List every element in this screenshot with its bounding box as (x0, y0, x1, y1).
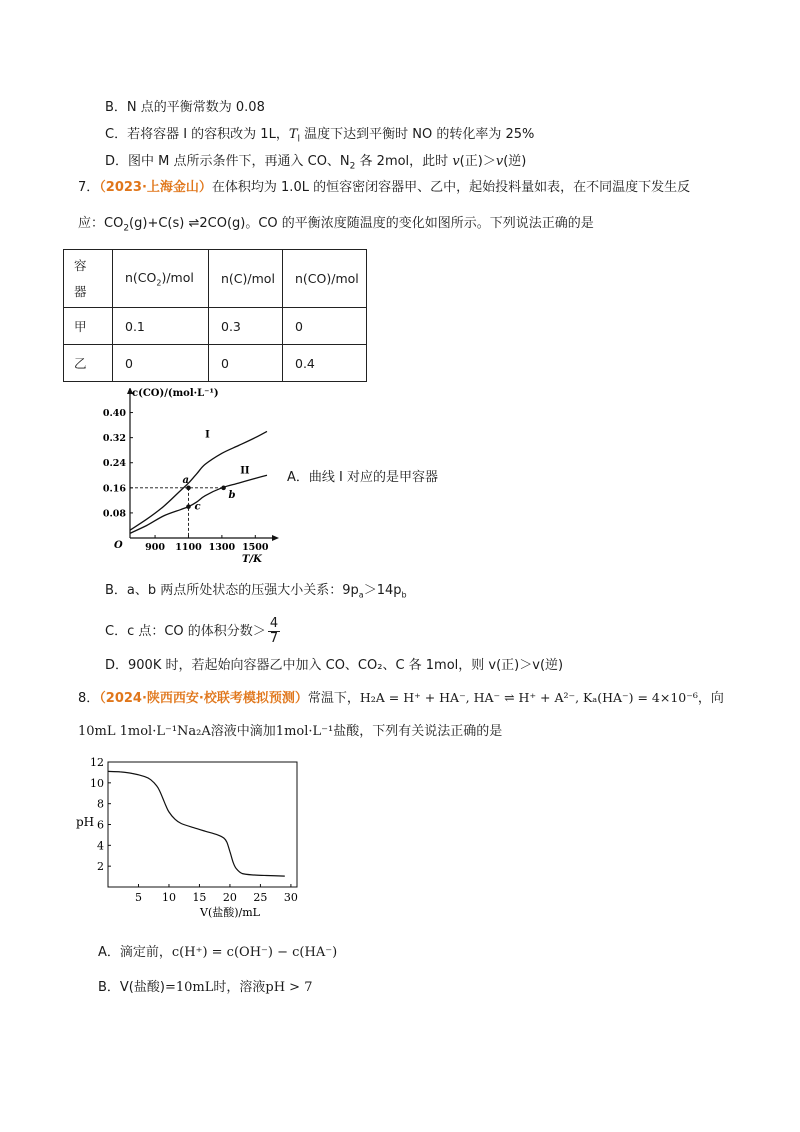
x-tick-label: 1100 (175, 542, 202, 553)
x-axis-arrow (272, 535, 279, 541)
point-label-a: a (182, 474, 189, 486)
y-tick-label: 0.32 (102, 433, 126, 445)
y-tick-label: 0.40 (102, 408, 126, 420)
plot-frame (108, 762, 297, 887)
table-cell: 0.1 (113, 308, 209, 345)
co-concentration-chart (92, 388, 282, 568)
q7-source: （2023·上海金山） (99, 180, 212, 195)
q8-option-b: B．V(盐酸)=10mL时，溶液pH > 7 (98, 980, 313, 995)
table-cell: 0 (113, 345, 209, 382)
x-tick-label: 25 (253, 891, 268, 904)
curve-label-II: II (240, 465, 250, 477)
point-b (221, 486, 226, 491)
x-tick-label: 20 (222, 891, 237, 904)
y-axis-label: pH (76, 815, 95, 829)
q7-table (63, 249, 367, 382)
y-tick-label: 10 (90, 776, 104, 790)
point-c (186, 504, 191, 509)
x-tick-label: 900 (145, 542, 165, 553)
x-tick-label: 1500 (242, 542, 269, 553)
ph-titration-chart (72, 752, 312, 924)
x-tick-label: 10 (161, 891, 176, 904)
q6-option-b: B．N 点的平衡常数为 0.08 (105, 100, 265, 115)
table-header-container: 容 器 (64, 250, 113, 308)
y-axis-label: c(CO)/(mol·L⁻¹) (132, 388, 219, 399)
y-tick-label: 12 (90, 756, 104, 769)
origin-label: O (114, 540, 123, 551)
table-header-nco: n(CO)/mol (283, 250, 367, 308)
q7-stem-line2: 应：$CO_2(g)+C(s)$ ⇌2CO(g)。CO 的平衡浓度随温度的变化如图所示。下列说法正确的是 (78, 216, 594, 234)
x-tick-label: 1300 (208, 542, 236, 553)
table-cell: 0.4 (283, 345, 367, 382)
q8-stem-line1: 8．（2024·陕西西安·校联考模拟预测）常温下，H₂A = H⁺ + HA⁻, HA⁻ ⇌ H⁺ + A²⁻, Kₐ(HA⁻) = 4×10⁻⁶，向 (78, 690, 724, 706)
x-axis-label: V(盐酸)/mL (200, 906, 260, 919)
q7-option-a: A．曲线 I 对应的是甲容器 (287, 470, 438, 485)
q6-option-d: D．图中 M 点所示条件下，再通入 CO、$N_2$ 各 2mol，此时 v(正)＞v(逆) (105, 154, 527, 172)
y-tick-label: 0.08 (102, 508, 126, 520)
point-label-b: b (228, 489, 236, 501)
y-tick-label: 8 (97, 797, 104, 811)
y-tick-label: 6 (97, 818, 104, 832)
x-axis-label: T/K (242, 554, 262, 565)
table-cell: 0 (283, 308, 367, 345)
fraction-4-7: $\frac{4}{7}$ (269, 616, 279, 646)
q6-option-c: C．若将容器 I 的容积改为 1L，$T_l$ 温度下达到平衡时 NO 的转化率为 25% (105, 127, 535, 145)
q8-option-a: A．滴定前，c(H⁺) = c(OH⁻) − c(HA⁻) (98, 945, 338, 960)
table-header-nco2: $n(CO_2)$/mol (113, 250, 209, 308)
table-cell: 0.3 (209, 308, 283, 345)
table-cell: 乙 (64, 345, 113, 382)
y-tick-label: 4 (97, 839, 104, 853)
q8-source: （2024·陕西西安·校联考模拟预测） (99, 691, 308, 706)
point-label-c: c (194, 501, 201, 513)
table-row (64, 308, 367, 345)
q8-stem-line2: 10mL 1mol·L⁻¹Na₂A溶液中滴加1mol·L⁻¹盐酸，下列有关说法正确的是 (78, 724, 503, 739)
curve-label-I: I (205, 429, 210, 441)
x-tick-label: 30 (283, 891, 298, 904)
y-tick-label: 2 (97, 860, 104, 874)
y-tick-label: 0.24 (102, 458, 126, 470)
x-tick-label: 15 (192, 891, 207, 904)
q7-option-b: B．a、b 两点所处状态的压强大小关系：$9p_a>14p_b$ (105, 583, 407, 600)
table-header-nc: n(C)/mol (209, 250, 283, 308)
point-a (186, 486, 191, 491)
ph-curve (108, 771, 285, 876)
q7-number: 7． (78, 180, 100, 195)
q7-option-c: C．c 点：CO 的体积分数＞ $\frac{4}{7}$ (105, 616, 279, 646)
table-cell: 甲 (64, 308, 113, 345)
table-row (64, 345, 367, 382)
table-cell: 0 (209, 345, 283, 382)
q7-stem-line1: 7．（2023·上海金山）在体积均为 1.0L 的恒容密闭容器甲、乙中，起始投料量如表，在不同温度下发生反 (78, 180, 691, 195)
y-tick-label: 0.16 (102, 483, 126, 495)
x-tick-label: 5 (134, 891, 142, 904)
q7-option-d: D．900K 时，若起始向容器乙中加入 CO、CO₂、C 各 1mol，则 v(正)＞v(逆) (105, 658, 564, 673)
